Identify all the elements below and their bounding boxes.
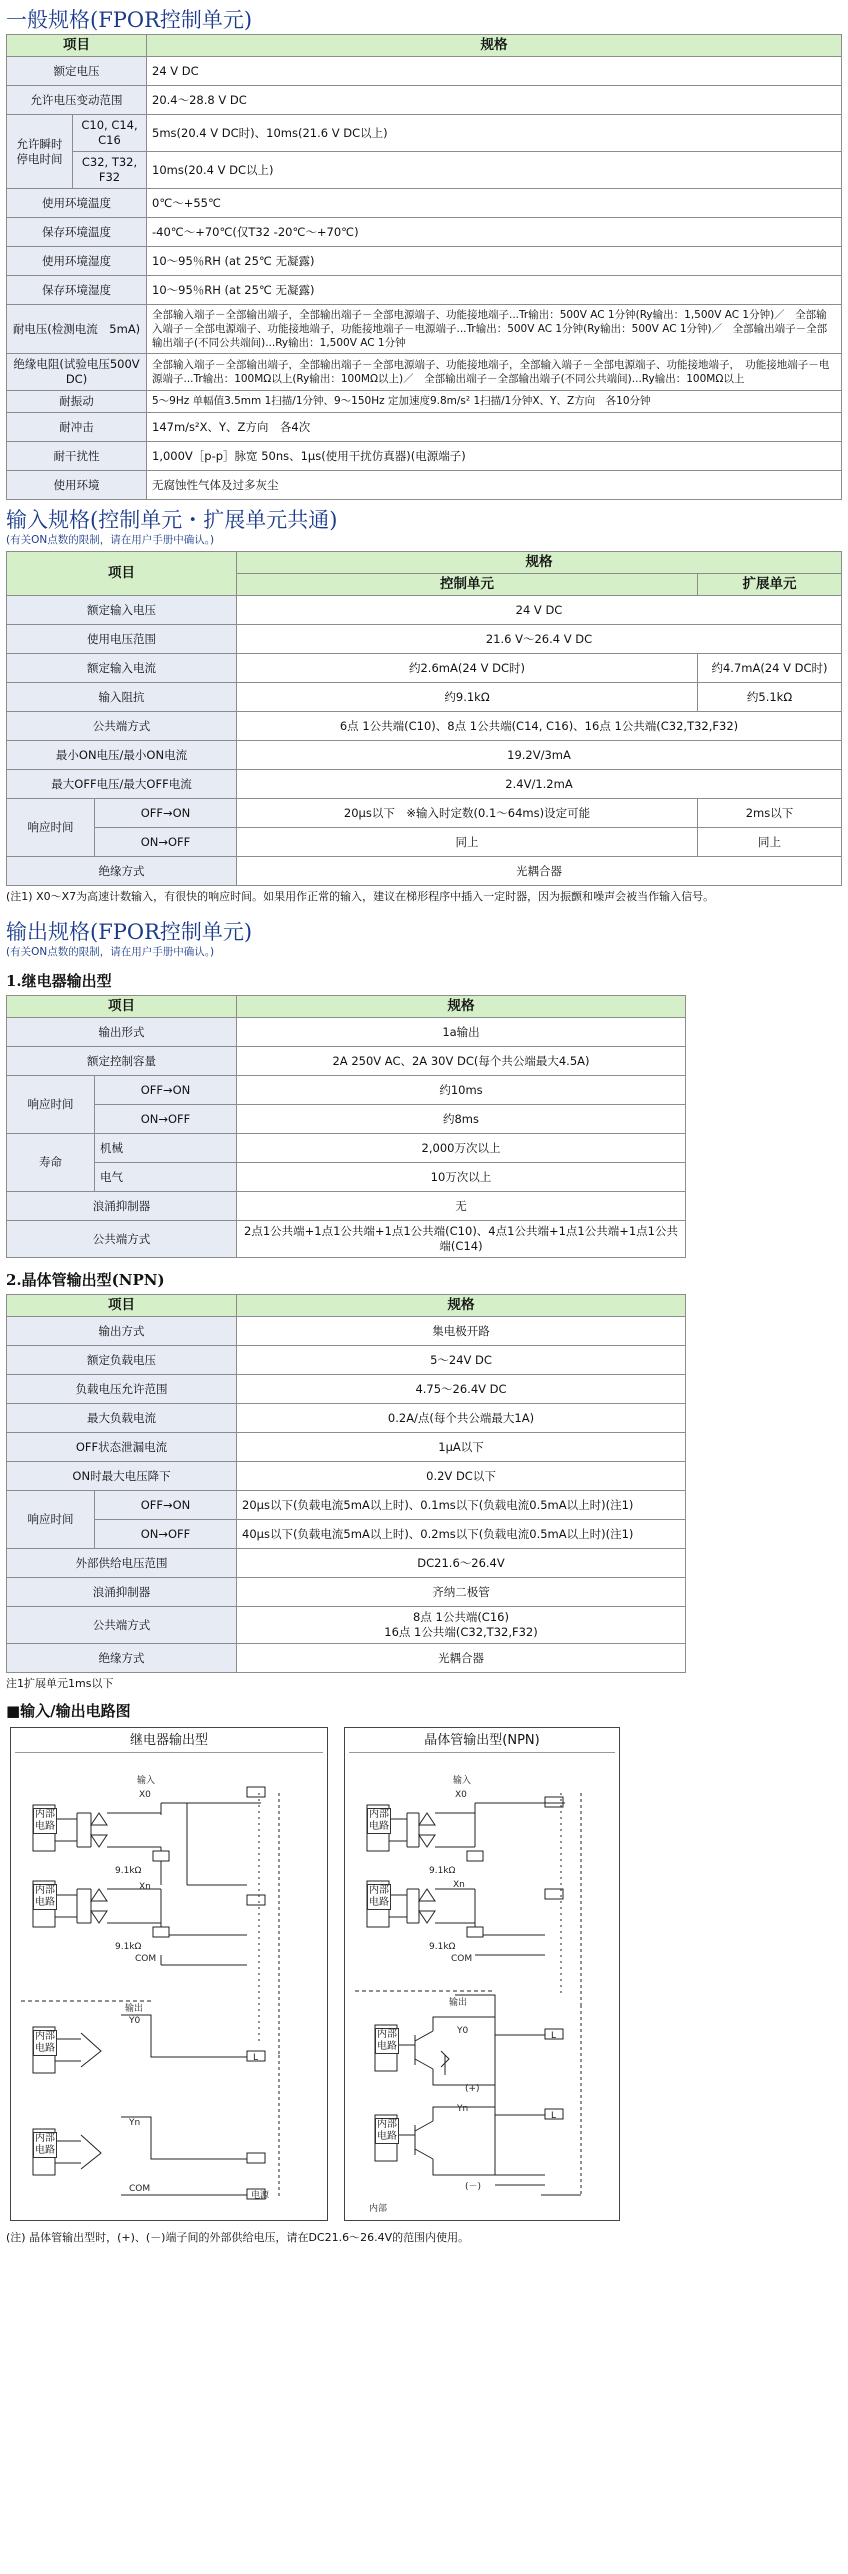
lbl-load: L <box>551 2111 557 2121</box>
header-spec: 规格 <box>237 1295 686 1317</box>
row-value: 1a输出 <box>237 1018 686 1047</box>
row-value: 同上 <box>698 828 842 857</box>
row-label: 负载电压允许范围 <box>7 1375 237 1404</box>
row-label: 外部供给电压范围 <box>7 1549 237 1578</box>
row-value: 20μs以下 ※输入时定数(0.1～64ms)设定可能 <box>237 799 698 828</box>
internal-circuit-label: 内部电路 <box>369 1885 389 1908</box>
header-spec: 规格 <box>237 996 686 1018</box>
transistor-subtitle: 2.晶体管输出型(NPN) <box>6 1271 165 1289</box>
row-value: 光耦合器 <box>237 1644 686 1673</box>
lbl-inner: 内部 <box>369 2204 388 2214</box>
header-item: 项目 <box>7 996 237 1018</box>
output-note: (有关ON点数的限制，请在用户手册中确认。) <box>6 946 215 958</box>
input-title: 输入规格(控制单元・扩展单元共通) <box>6 508 338 532</box>
lbl-load: L <box>551 2031 557 2041</box>
input-footnote: (注1) X0～X7为高速计数输入，有很快的响应时间。如果用作正常的输入，建议在梯形程序中插入一定时器，因为振颤和噪声会被当作输入信号。 <box>6 890 715 903</box>
row-label: 额定负载电压 <box>7 1346 237 1375</box>
row-value: 2A 250V AC、2A 30V DC(每个共公端最大4.5A) <box>237 1047 686 1076</box>
circuit-footnote: (注) 晶体管输出型时，(+)、(－)端子间的外部供给电压，请在DC21.6～26.4V的范围内使用。 <box>6 2231 470 2244</box>
lbl-xn: Xn <box>139 1882 151 1892</box>
resp-sub-label: ON→OFF <box>95 1520 237 1549</box>
lbl-res: 9.1kΩ <box>115 1866 142 1876</box>
row-value: 1μA以下 <box>237 1433 686 1462</box>
lbl-load: L <box>253 2053 259 2063</box>
row-value: 2点1公共端+1点1公共端+1点1公共端(C10)、4点1公共端+1点1公共端+1点1公共端(C14) <box>237 1221 686 1258</box>
row-label: OFF状态泄漏电流 <box>7 1433 237 1462</box>
lbl-output: 输出 <box>449 1998 468 2008</box>
internal-circuit-label: 内部电路 <box>35 2133 55 2156</box>
row-value: 约10ms <box>237 1076 686 1105</box>
relay-circuit-panel <box>10 1727 328 2221</box>
row-value: 5～9Hz 单幅值3.5mm 1扫描/1分钟、9～150Hz 定加速度9.8m/s² 1扫描/1分钟X、Y、Z方向 各10分钟 <box>147 391 842 413</box>
row-value: 0℃～+55℃ <box>147 189 842 218</box>
output-title: 输出规格(FPOR控制单元) <box>6 920 253 944</box>
header-control-unit: 控制单元 <box>237 574 698 596</box>
row-value: 20μs以下(负载电流5mA以上时)、0.1ms以下(负载电流0.5mA以上时)(注1) <box>237 1491 686 1520</box>
row-value: 40μs以下(负载电流5mA以上时)、0.2ms以下(负载电流0.5mA以上时)(注1) <box>237 1520 686 1549</box>
resp-label: 响应时间 <box>7 1076 95 1134</box>
internal-circuit-label: 内部电路 <box>377 2029 397 2052</box>
row-value: 无腐蚀性气体及过多灰尘 <box>147 471 842 500</box>
lbl-com: COM <box>135 1954 157 1964</box>
row-label: 输出形式 <box>7 1018 237 1047</box>
row-label: 耐干扰性 <box>7 442 147 471</box>
group-sub-label: C10, C14, C16 <box>73 115 147 152</box>
row-value: 24 V DC <box>237 596 842 625</box>
row-value: 约4.7mA(24 V DC时) <box>698 654 842 683</box>
row-value: 约2.6mA(24 V DC时) <box>237 654 698 683</box>
general-table <box>6 34 842 500</box>
row-label: 额定输入电流 <box>7 654 237 683</box>
resp-label: 响应时间 <box>7 799 95 857</box>
header-spec: 规格 <box>147 35 842 57</box>
lbl-yn: Yn <box>129 2118 141 2128</box>
row-label: 使用环境温度 <box>7 189 147 218</box>
header-item: 项目 <box>7 1295 237 1317</box>
relay-subtitle: 1.继电器输出型 <box>6 972 112 990</box>
row-value: 19.2V/3mA <box>237 741 842 770</box>
row-value: 齐纳二极管 <box>237 1578 686 1607</box>
row-value: 0.2V DC以下 <box>237 1462 686 1491</box>
row-value: 20.4～28.8 V DC <box>147 86 842 115</box>
row-value: 5～24V DC <box>237 1346 686 1375</box>
row-label: 最大OFF电压/最大OFF电流 <box>7 770 237 799</box>
lbl-x0: X0 <box>139 1790 151 1800</box>
resp-sub-label: ON→OFF <box>95 828 237 857</box>
life-sub-label: 电气 <box>95 1163 237 1192</box>
row-value: 全部输入端子－全部输出端子，全部输出端子－全部电源端子、功能接地端子，全部输入端子－全部电源端子、功能接地端子， 功能接地端子－电源端子...Tr输出：100MΩ以上(Ry输出：100MΩ以上)／ 全部输出端子－全部输出端子(不同公共端间)...Ry输出：100MΩ以上 <box>147 354 842 391</box>
row-value: 8点 1公共端(C16) 16点 1公共端(C32,T32,F32) <box>237 1607 686 1644</box>
row-label: 公共端方式 <box>7 712 237 741</box>
row-value: DC21.6～26.4V <box>237 1549 686 1578</box>
row-value: 10万次以上 <box>237 1163 686 1192</box>
row-label: 使用环境 <box>7 471 147 500</box>
row-label: 绝缘方式 <box>7 1644 237 1673</box>
internal-circuit-label: 内部电路 <box>377 2119 397 2142</box>
relay-circuit-svg <box>11 1755 327 2217</box>
row-value: 2ms以下 <box>698 799 842 828</box>
relay-table <box>6 995 686 1258</box>
resp-sub-label: ON→OFF <box>95 1105 237 1134</box>
row-value: 5ms(20.4 V DC时)、10ms(21.6 V DC以上) <box>147 115 842 152</box>
row-label: 保存环境湿度 <box>7 276 147 305</box>
row-value: 约8ms <box>237 1105 686 1134</box>
lbl-yn: Yn <box>457 2104 469 2114</box>
row-label: 保存环境温度 <box>7 218 147 247</box>
row-value: 21.6 V～26.4 V DC <box>237 625 842 654</box>
row-value: 光耦合器 <box>237 857 842 886</box>
lbl-output: 输出 <box>125 2004 144 2014</box>
row-label: 浪涌抑制器 <box>7 1578 237 1607</box>
circuit-title: ■输入/输出电路图 <box>6 1702 131 1720</box>
row-label: 耐电压(检测电流 5mA) <box>7 305 147 354</box>
life-sub-label: 机械 <box>95 1134 237 1163</box>
header-expansion-unit: 扩展单元 <box>698 574 842 596</box>
row-value: 2,000万次以上 <box>237 1134 686 1163</box>
row-label: 额定输入电压 <box>7 596 237 625</box>
row-label: 公共端方式 <box>7 1607 237 1644</box>
row-value: 10～95％RH (at 25℃ 无凝露) <box>147 247 842 276</box>
row-label: 额定电压 <box>7 57 147 86</box>
lbl-y0: Y0 <box>129 2016 141 2026</box>
npn-circuit-panel <box>344 1727 620 2221</box>
header-item: 项目 <box>7 35 147 57</box>
page <box>6 0 842 2245</box>
row-value: 24 V DC <box>147 57 842 86</box>
row-label: 使用环境湿度 <box>7 247 147 276</box>
row-label: 输入阻抗 <box>7 683 237 712</box>
lbl-res: 9.1kΩ <box>115 1942 142 1952</box>
row-value: 6点 1公共端(C10)、8点 1公共端(C14, C16)、16点 1公共端(C32,T32,F32) <box>237 712 842 741</box>
row-label: 额定控制容量 <box>7 1047 237 1076</box>
lbl-com: COM <box>129 2184 151 2194</box>
general-title: 一般规格(FPOR控制单元) <box>6 8 253 32</box>
input-note: (有关ON点数的限制，请在用户手册中确认。) <box>6 534 215 546</box>
lbl-res: 9.1kΩ <box>429 1942 456 1952</box>
row-value: 1,000V［p-p］脉宽 50ns、1μs(使用干扰仿真器)(电源端子) <box>147 442 842 471</box>
lbl-input: 输入 <box>137 1776 156 1786</box>
lbl-res: 9.1kΩ <box>429 1866 456 1876</box>
row-value: 10～95％RH (at 25℃ 无凝露) <box>147 276 842 305</box>
lbl-minus: (－) <box>465 2182 482 2192</box>
header-spec: 规格 <box>237 552 842 574</box>
lbl-x0: X0 <box>455 1790 467 1800</box>
row-label: 浪涌抑制器 <box>7 1192 237 1221</box>
row-label: 最小ON电压/最小ON电流 <box>7 741 237 770</box>
row-value: -40℃～+70℃(仅T32 -20℃～+70℃) <box>147 218 842 247</box>
resp-sub-label: OFF→ON <box>95 1491 237 1520</box>
resp-sub-label: OFF→ON <box>95 799 237 828</box>
row-value: 同上 <box>237 828 698 857</box>
row-label: 公共端方式 <box>7 1221 237 1258</box>
lbl-power: 电源 <box>251 2191 270 2201</box>
row-label: ON时最大电压降下 <box>7 1462 237 1491</box>
internal-circuit-label: 内部电路 <box>369 1809 389 1832</box>
lbl-input: 输入 <box>453 1776 472 1786</box>
life-label: 寿命 <box>7 1134 95 1192</box>
internal-circuit-label: 内部电路 <box>35 2031 55 2054</box>
row-label: 耐振动 <box>7 391 147 413</box>
lbl-xn: Xn <box>453 1880 465 1890</box>
header-item: 项目 <box>7 552 237 596</box>
lbl-y0: Y0 <box>457 2026 469 2036</box>
row-value: 4.75～26.4V DC <box>237 1375 686 1404</box>
row-label: 使用电压范围 <box>7 625 237 654</box>
resp-sub-label: OFF→ON <box>95 1076 237 1105</box>
row-value: 10ms(20.4 V DC以上) <box>147 152 842 189</box>
resp-label: 响应时间 <box>7 1491 95 1549</box>
lbl-plus: (+) <box>465 2084 480 2094</box>
row-value: 全部输入端子－全部输出端子，全部输出端子－全部电源端子、功能接地端子...Tr输出：500V AC 1分钟(Ry输出：1,500V AC 1分钟)／ 全部输入端子－全部电源端子、功能接地端子，功能接地端子－电源端子...Tr输出：500V AC 1分钟(Ry输出：500V AC 1分钟)／ 全部输出端子－全部输出端子(不同公共端间)...Ry输出：1,500V AC 1分钟 <box>147 305 842 354</box>
row-label: 最大负载电流 <box>7 1404 237 1433</box>
transistor-table <box>6 1294 686 1673</box>
relay-circuit-title: 继电器输出型 <box>15 1730 323 1753</box>
npn-circuit-title: 晶体管输出型(NPN) <box>349 1730 615 1753</box>
group-label: 允许瞬时停电时间 <box>7 115 73 189</box>
row-label: 绝缘方式 <box>7 857 237 886</box>
lbl-com: COM <box>451 1954 473 1964</box>
row-value: 0.2A/点(每个共公端最大1A) <box>237 1404 686 1433</box>
row-value: 无 <box>237 1192 686 1221</box>
row-label: 绝缘电阻(试验电压500V DC) <box>7 354 147 391</box>
row-value: 约5.1kΩ <box>698 683 842 712</box>
internal-circuit-label: 内部电路 <box>35 1809 55 1832</box>
row-value: 约9.1kΩ <box>237 683 698 712</box>
row-value: 集电极开路 <box>237 1317 686 1346</box>
input-table <box>6 551 842 886</box>
internal-circuit-label: 内部电路 <box>35 1885 55 1908</box>
group-sub-label: C32, T32, F32 <box>73 152 147 189</box>
row-value: 2.4V/1.2mA <box>237 770 842 799</box>
row-label: 输出方式 <box>7 1317 237 1346</box>
circuit-diagrams <box>6 1727 842 2227</box>
row-label: 耐冲击 <box>7 413 147 442</box>
row-label: 允许电压变动范围 <box>7 86 147 115</box>
row-value: 147m/s²X、Y、Z方向 各4次 <box>147 413 842 442</box>
transistor-footnote: 注1扩展单元1ms以下 <box>6 1677 114 1690</box>
